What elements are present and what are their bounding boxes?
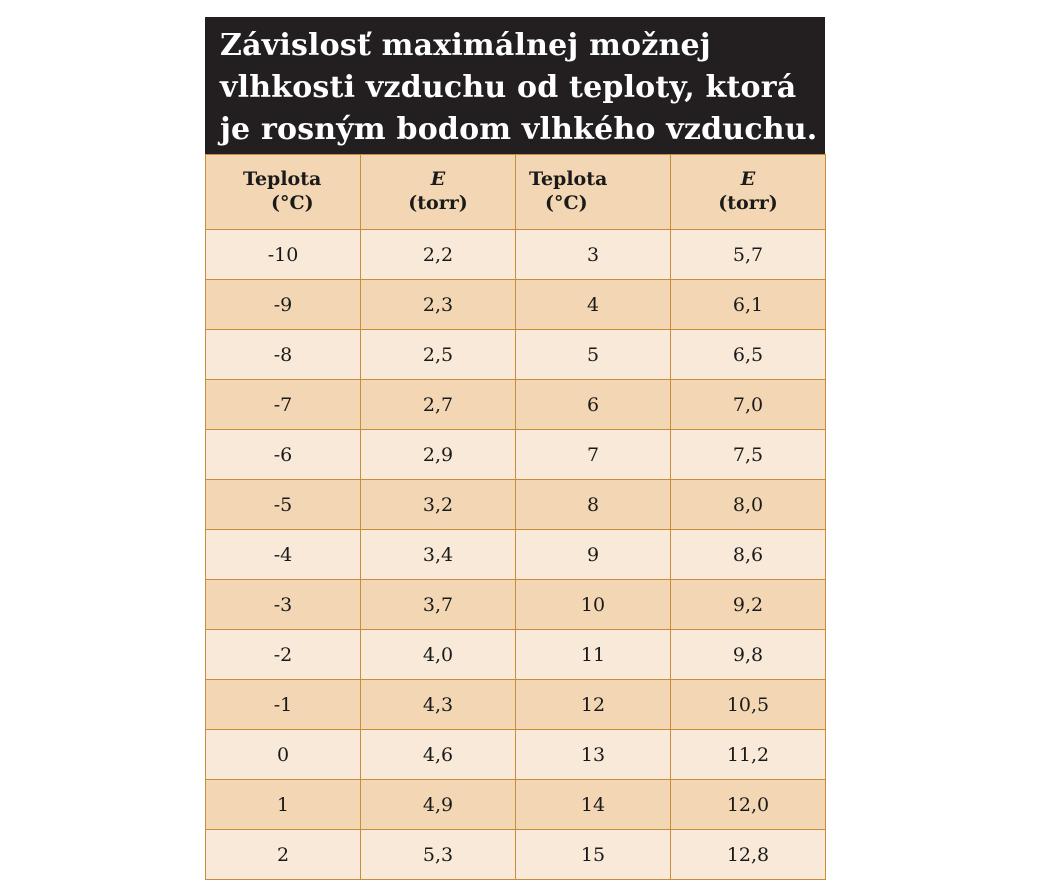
cell-pressure: 2,3 [361, 280, 516, 330]
cell-pressure: 7,0 [671, 380, 826, 430]
cell-pressure: 8,6 [671, 530, 826, 580]
cell-temperature: -5 [206, 480, 361, 530]
cell-temperature: -4 [206, 530, 361, 580]
cell-pressure: 2,2 [361, 230, 516, 280]
cell-pressure: 3,4 [361, 530, 516, 580]
cell-temperature: 0 [206, 730, 361, 780]
cell-temperature: 6 [516, 380, 671, 430]
title-line: je rosným bodom vlhkého vzduchu. [220, 112, 818, 147]
cell-pressure: 2,5 [361, 330, 516, 380]
humidity-table-card [205, 17, 825, 880]
cell-temperature: -2 [206, 630, 361, 680]
cell-temperature: 1 [206, 780, 361, 830]
table-row [206, 430, 826, 480]
header-temperature: Teplota (°C) [516, 155, 671, 230]
table-row [206, 680, 826, 730]
table-row [206, 280, 826, 330]
cell-pressure: 4,0 [361, 630, 516, 680]
cell-pressure: 6,5 [671, 330, 826, 380]
cell-pressure: 8,0 [671, 480, 826, 530]
table-row [206, 830, 826, 880]
table-row [206, 730, 826, 780]
cell-temperature: 13 [516, 730, 671, 780]
cell-temperature: 8 [516, 480, 671, 530]
cell-pressure: 4,6 [361, 730, 516, 780]
table-row [206, 330, 826, 380]
cell-temperature: 2 [206, 830, 361, 880]
cell-pressure: 3,2 [361, 480, 516, 530]
cell-pressure: 6,1 [671, 280, 826, 330]
table-body [206, 230, 826, 880]
table-row [206, 530, 826, 580]
cell-temperature: -8 [206, 330, 361, 380]
table-row [206, 380, 826, 430]
title-box [205, 17, 825, 154]
cell-pressure: 11,2 [671, 730, 826, 780]
header-pressure: E (torr) [361, 155, 516, 230]
cell-pressure: 2,9 [361, 430, 516, 480]
cell-pressure: 10,5 [671, 680, 826, 730]
cell-pressure: 5,3 [361, 830, 516, 880]
cell-temperature: -10 [206, 230, 361, 280]
dew-point-table [205, 154, 826, 880]
table-row [206, 480, 826, 530]
table-row [206, 630, 826, 680]
cell-temperature: 14 [516, 780, 671, 830]
header-pressure: E (torr) [671, 155, 826, 230]
cell-temperature: -6 [206, 430, 361, 480]
cell-pressure: 9,8 [671, 630, 826, 680]
title-line: vlhkosti vzduchu od teploty, ktorá [220, 70, 797, 105]
table-row [206, 580, 826, 630]
cell-pressure: 7,5 [671, 430, 826, 480]
cell-temperature: 10 [516, 580, 671, 630]
cell-pressure: 12,0 [671, 780, 826, 830]
table-row [206, 780, 826, 830]
cell-pressure: 2,7 [361, 380, 516, 430]
cell-temperature: 15 [516, 830, 671, 880]
cell-pressure: 9,2 [671, 580, 826, 630]
cell-temperature: 9 [516, 530, 671, 580]
cell-pressure: 4,3 [361, 680, 516, 730]
table-row [206, 230, 826, 280]
cell-temperature: -1 [206, 680, 361, 730]
cell-pressure: 12,8 [671, 830, 826, 880]
cell-temperature: 11 [516, 630, 671, 680]
title-line: Závislosť maximálnej možnej [220, 28, 711, 63]
table-title [220, 25, 818, 151]
cell-pressure: 4,9 [361, 780, 516, 830]
cell-temperature: 3 [516, 230, 671, 280]
cell-temperature: -9 [206, 280, 361, 330]
cell-temperature: -3 [206, 580, 361, 630]
cell-temperature: 4 [516, 280, 671, 330]
cell-temperature: 5 [516, 330, 671, 380]
cell-temperature: 7 [516, 430, 671, 480]
header-row [206, 155, 826, 230]
cell-pressure: 3,7 [361, 580, 516, 630]
cell-temperature: -7 [206, 380, 361, 430]
header-temperature: Teplota (°C) [206, 155, 361, 230]
cell-temperature: 12 [516, 680, 671, 730]
cell-pressure: 5,7 [671, 230, 826, 280]
